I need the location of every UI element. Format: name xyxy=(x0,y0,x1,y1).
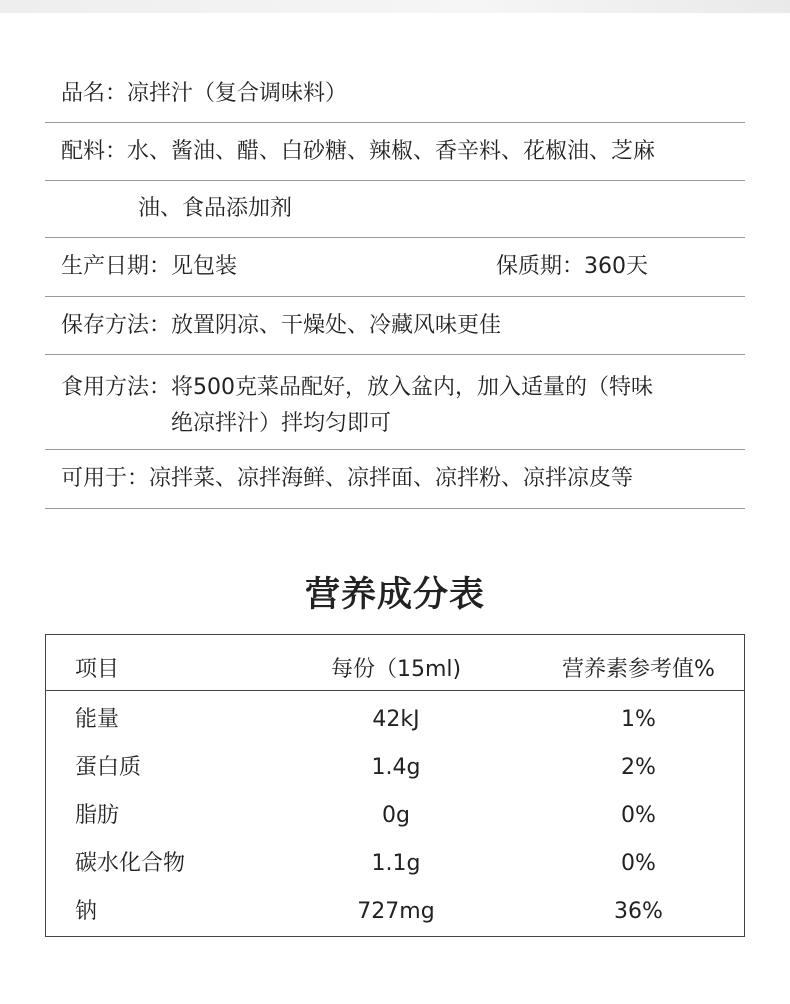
nutrition-table xyxy=(45,634,745,937)
applicable-row xyxy=(45,450,745,509)
product-name-value: 凉拌汁（复合调味料） xyxy=(127,80,348,106)
usage-value-line1: 将500克菜品配好，放入盆内，加入适量的（特味 xyxy=(171,375,654,400)
nutrient-nrv: 36% xyxy=(614,899,663,924)
production-date-value: 见包装 xyxy=(171,254,238,279)
shelf-life-value: 360天 xyxy=(584,254,648,279)
nutrient-amount: 42kJ xyxy=(372,707,420,732)
applicable-value: 凉拌菜、凉拌海鲜、凉拌面、凉拌粉、凉拌凉皮等 xyxy=(149,466,634,491)
nutrient-amount: 1.4g xyxy=(371,755,421,780)
table-row xyxy=(46,890,744,938)
shelf-life xyxy=(496,249,648,285)
storage-label: 保存方法： xyxy=(61,312,172,338)
nutrient-name: 能量 xyxy=(75,707,120,732)
product-name-label: 品名： xyxy=(61,80,128,106)
nutrient-amount: 0g xyxy=(382,803,410,828)
product-info-list xyxy=(45,65,745,509)
nutrient-nrv: 0% xyxy=(621,803,656,828)
ingredients-value-line1: 水、酱油、醋、白砂糖、辣椒、香辛料、花椒油、芝麻 xyxy=(127,138,656,164)
nutrition-title: 营养成分表 xyxy=(304,575,485,615)
nutrient-name: 碳水化合物 xyxy=(75,851,186,876)
nutrient-nrv: 2% xyxy=(621,755,656,780)
table-row xyxy=(46,842,744,890)
storage-row xyxy=(45,297,745,355)
nutrient-nrv: 1% xyxy=(621,707,656,732)
nutrition-header-row xyxy=(46,635,744,691)
usage-label: 食用方法： xyxy=(61,375,172,400)
storage-value: 放置阴凉、干燥处、冷藏风味更佳 xyxy=(171,312,502,338)
nutrient-name: 钠 xyxy=(75,899,98,924)
header-item: 项目 xyxy=(75,657,120,682)
product-name-row xyxy=(45,65,745,123)
ingredients-value-line2: 油、食品添加剂 xyxy=(138,196,293,221)
ingredients-row xyxy=(45,123,745,181)
table-row xyxy=(46,698,744,746)
usage-row xyxy=(45,355,745,450)
usage-value xyxy=(171,370,653,442)
nutrient-amount: 1.1g xyxy=(371,851,421,876)
applicable-label: 可用于： xyxy=(61,466,150,491)
header-per-serving: 每份（15ml) xyxy=(331,657,462,682)
nutrient-amount: 727mg xyxy=(357,899,435,924)
nutrient-name: 蛋白质 xyxy=(75,755,142,780)
table-row xyxy=(46,746,744,794)
header-nrv: 营养素参考值% xyxy=(562,657,715,682)
top-gradient-bar xyxy=(0,0,790,13)
ingredients-continued-row xyxy=(45,181,745,238)
shelf-life-label: 保质期： xyxy=(495,254,584,279)
ingredients-label: 配料： xyxy=(61,138,128,164)
table-row xyxy=(46,794,744,842)
nutrient-name: 脂肪 xyxy=(75,803,120,828)
dates-row xyxy=(45,238,745,297)
nutrient-nrv: 0% xyxy=(621,851,656,876)
production-date-label: 生产日期： xyxy=(61,254,172,279)
usage-value-line2: 绝凉拌汁）拌均匀即可 xyxy=(171,411,392,436)
